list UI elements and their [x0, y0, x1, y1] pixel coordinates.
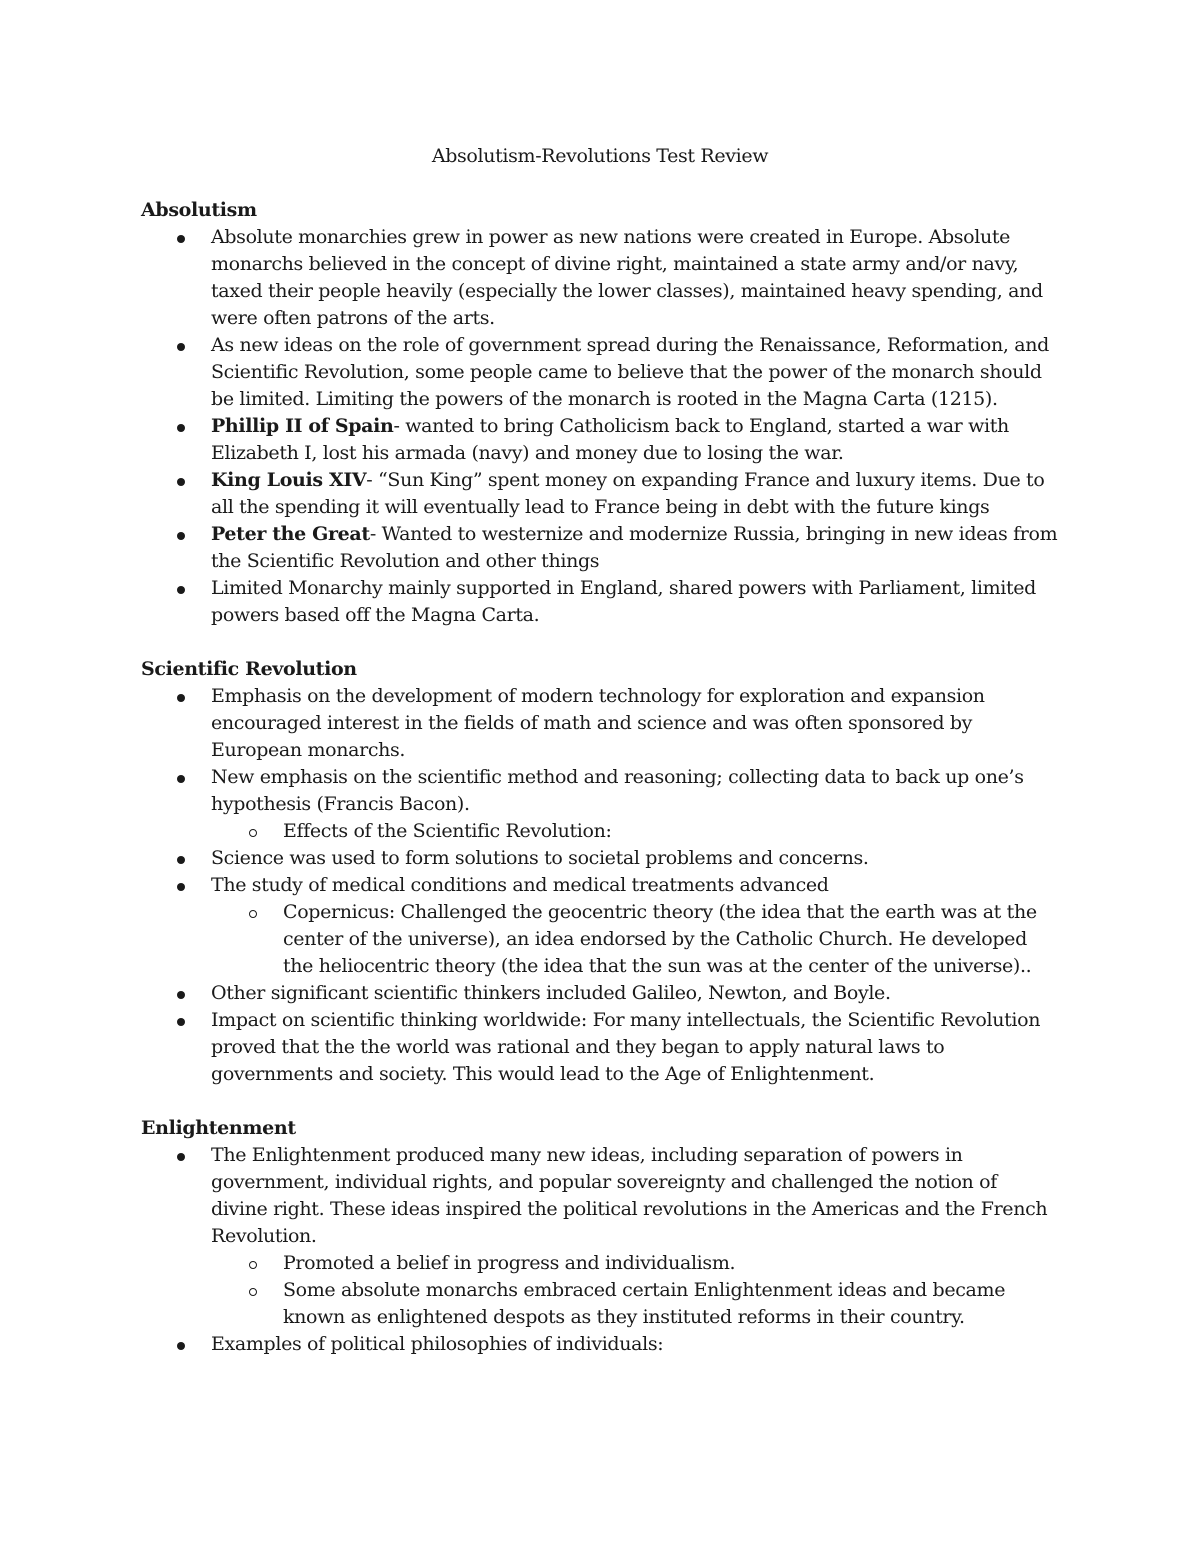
list-item	[141, 575, 1059, 629]
list-item-text: Other significant scientific thinkers included Galileo, Newton, and Boyle.	[211, 982, 891, 1004]
section-heading-scientific-revolution: Scientific Revolution	[141, 658, 357, 680]
list-item-bold-term: King Louis XIV	[211, 469, 367, 491]
section-spacer	[141, 1088, 1059, 1115]
list-item-text: Emphasis on the development of modern technology for exploration and expansion encouraged interest in the fields of math and science and was often sponsored by European monarchs.	[211, 685, 985, 761]
section-spacer	[141, 629, 1059, 656]
list-item	[141, 845, 1059, 872]
list-item-text: Science was used to form solutions to societal problems and concerns.	[211, 847, 869, 869]
sub-list-item-text: Some absolute monarchs embraced certain Enlightenment ideas and became known as enlightened despots as they instituted reforms in their country.	[283, 1279, 1006, 1328]
list-item-text: As new ideas on the role of government spread during the Renaissance, Reformation, and Scientific Revolution, some people came to believe that the power of the monarch should be limited. Limiting the powers of the monarch is rooted in the Magna Carta (1215).	[211, 334, 1049, 410]
list-item-bold-term: Peter the Great	[211, 523, 370, 545]
list-item-text: Limited Monarchy mainly supported in England, shared powers with Parliament, limited powers based off the Magna Carta.	[211, 577, 1036, 626]
list-item	[141, 683, 1059, 764]
sub-list-item	[141, 899, 1059, 980]
scientific-revolution-list	[141, 683, 1059, 1088]
list-item	[141, 1007, 1059, 1088]
list-item-text: - wanted to bring Catholicism back to England, started a war with Elizabeth I, lost his armada (navy) and money due to losing the war.	[211, 415, 1009, 464]
list-item-text: The Enlightenment produced many new ideas, including separation of powers in government, individual rights, and popular sovereignty and challenged the notion of divine right. These ideas inspired the political revolutions in the Americas and the French Revolution.	[211, 1144, 1048, 1247]
absolutism-list	[141, 224, 1059, 629]
list-item	[141, 980, 1059, 1007]
sub-list-item-text: Promoted a belief in progress and individualism.	[283, 1252, 736, 1274]
sub-list-item	[141, 818, 1059, 845]
list-item	[141, 1331, 1059, 1358]
list-item-bold-term: Phillip II of Spain	[211, 415, 394, 437]
sub-list-item-text: Copernicus: Challenged the geocentric theory (the idea that the earth was at the center of the universe), an idea endorsed by the Catholic Church. He developed the heliocentric theory (the idea that the sun was at the center of the universe)..	[283, 901, 1037, 977]
list-item	[141, 521, 1059, 575]
sub-list-item	[141, 1277, 1059, 1331]
list-item	[141, 413, 1059, 467]
list-item-text: The study of medical conditions and medical treatments advanced	[211, 874, 829, 896]
list-item-text: - “Sun King” spent money on expanding France and luxury items. Due to all the spending it will eventually lead to France being in debt with the future kings	[211, 469, 1045, 518]
list-item	[141, 332, 1059, 413]
list-item-text: Absolute monarchies grew in power as new nations were created in Europe. Absolute monarchs believed in the concept of divine right, maintained a state army and/or navy, taxed their people heavily (especially the lower classes), maintained heavy spending, and were often patrons of the arts.	[211, 226, 1043, 329]
document-title: Absolutism-Revolutions Test Review	[431, 145, 769, 167]
list-item	[141, 1142, 1059, 1250]
list-item-text: Examples of political philosophies of individuals:	[211, 1333, 664, 1355]
sub-list-item	[141, 1250, 1059, 1277]
section-heading-enlightenment: Enlightenment	[141, 1117, 296, 1139]
list-item	[141, 872, 1059, 899]
sub-list-item-text: Effects of the Scientific Revolution:	[283, 820, 612, 842]
list-item-text: New emphasis on the scientific method and reasoning; collecting data to back up one’s hypothesis (Francis Bacon).	[211, 766, 1024, 815]
section-heading-absolutism: Absolutism	[141, 199, 257, 221]
list-item	[141, 467, 1059, 521]
list-item-text: - Wanted to westernize and modernize Russia, bringing in new ideas from the Scientific Revolution and other things	[211, 523, 1058, 572]
enlightenment-list	[141, 1142, 1059, 1358]
list-item	[141, 764, 1059, 818]
list-item-text: Impact on scientific thinking worldwide: For many intellectuals, the Scientific Revolution proved that the the world was rational and they began to apply natural laws to governments and society. This would lead to the Age of Enlightenment.	[211, 1009, 1041, 1085]
list-item	[141, 224, 1059, 332]
